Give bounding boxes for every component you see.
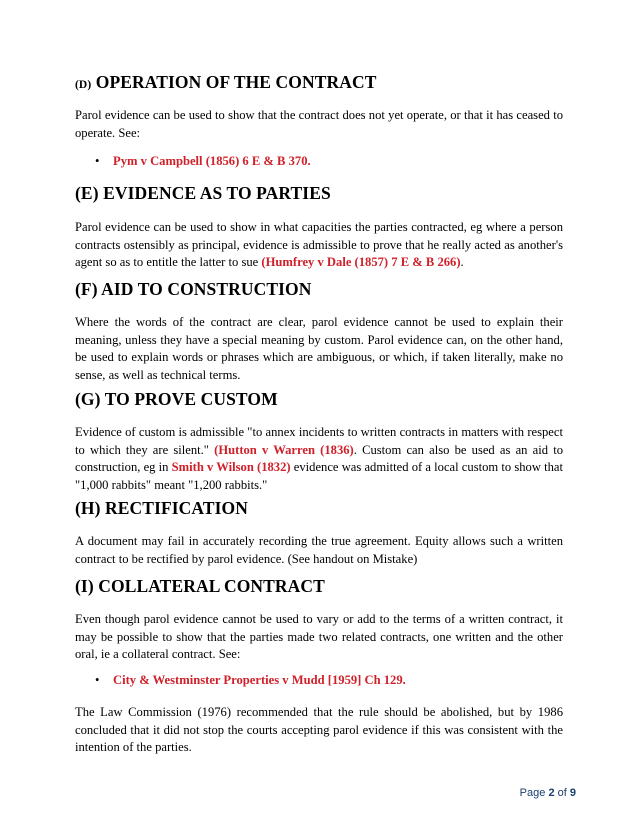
case-citation: City & Westminster Properties v Mudd [1959] Ch 129. [113,673,406,687]
section-g-heading: (G) TO PROVE CUSTOM [75,389,278,409]
bullet-dot-icon: • [95,154,100,168]
closing-paragraph [75,704,563,757]
text-line: Parol evidence can be used to show that the contract does not yet operate, or that it has ceased to [75,108,563,122]
text-line: be used to explain words or phrases which are ambiguous, or which, if taken literally, make no [75,350,563,364]
text-line: Where the words of the contract are clear, parol evidence cannot be used to explain their [75,315,563,329]
text-line: Parol evidence can be used to show in what capacities the parties contracted, eg where a person [75,220,563,234]
text-run: to which they are silent." [75,442,215,457]
section-i-paragraph [75,611,563,664]
section-f-paragraph [75,314,563,384]
text-line [75,442,563,460]
text-line [75,254,563,272]
bullet-dot-icon: • [95,673,100,687]
section-e-paragraph [75,219,563,272]
section-d-paragraph [75,107,563,142]
total-pages-number: 9 [569,787,576,799]
text-line: The Law Commission (1976) recommended that the rule should be abolished, but by 1986 [75,705,563,719]
text-line: contracts ostensibly as principal, evidence is admissible to prove that he really acted as another's [75,237,563,252]
text-run: . [460,255,464,269]
section-d-prefix: (D) [75,79,92,91]
of-word: of [557,787,567,799]
section-i-heading: (I) COLLATERAL CONTRACT [75,576,325,596]
text-line: may be possible to show that the parties made two related contracts, one written and the other [75,629,563,644]
text-run: evidence was admitted of a local custom to show that [290,460,563,474]
text-line: concluded that it did not stop the courts accepting parol evidence if this was consistent with the [75,722,563,737]
text-line: oral, ie a collateral contract. See: [75,647,241,661]
section-e-heading: (E) EVIDENCE AS TO PARTIES [75,183,331,203]
text-run: agent so as to entitle the latter to sue [75,255,262,269]
case-citation: Pym v Campbell (1856) 6 E & B 370. [113,154,311,168]
section-g-paragraph [75,424,563,494]
case-citation: (Humfrey v Dale (1857) 7 E & B 266) [261,255,461,269]
text-line: "1,000 rabbits" meant "1,200 rabbits." [75,477,268,492]
text-line: contract to be rectified by parol evidence. (See handout on Mistake) [75,551,418,566]
case-citation: Smith v Wilson (1832) [171,460,291,474]
text-line: meaning, unless they have a special meaning by custom. Parol evidence can, on the other hand, [75,332,563,347]
section-h-paragraph [75,533,563,568]
text-line: operate. See: [75,125,141,140]
section-d-title: OPERATION OF THE CONTRACT [95,72,377,92]
text-line: intention of the parties. [75,740,192,754]
text-line [75,459,563,477]
text-line: sense, as well as technical terms. [75,367,241,382]
text-line: Evidence of custom is admissible "to annex incidents to written contracts in matters with respect [75,425,563,439]
section-d-heading [75,72,377,93]
text-line: A document may fail in accurately recording the true agreement. Equity allows such a written [75,534,563,548]
text-line: Even though parol evidence cannot be used to vary or add to the terms of a written contract, it [75,612,563,626]
current-page-number: 2 [548,787,555,799]
section-f-heading: (F) AID TO CONSTRUCTION [75,279,312,299]
text-run: . Custom can also be used as an aid to [353,442,564,457]
page-word: Page [519,787,546,799]
section-h-heading: (H) RECTIFICATION [75,498,248,518]
text-run: construction, eg in [75,460,172,474]
page-number-footer [520,787,576,799]
case-citation: (Hutton v Warren (1836) [214,442,354,457]
